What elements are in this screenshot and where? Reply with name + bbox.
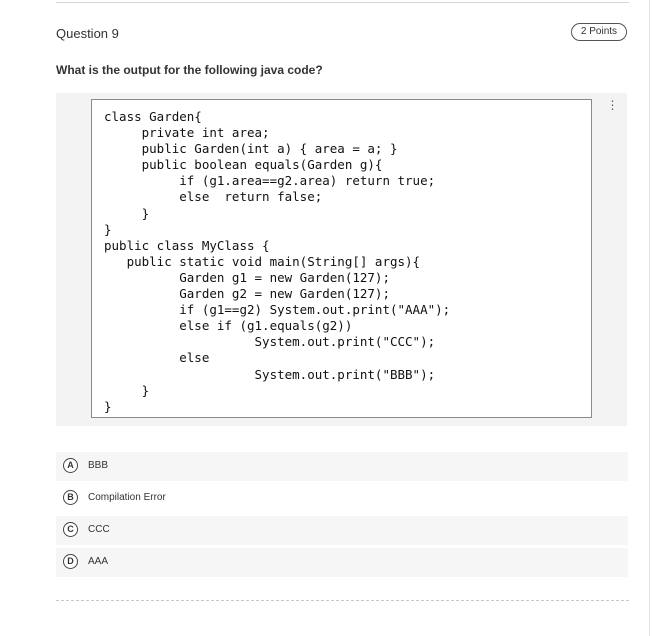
ellipsis-vertical-icon[interactable]: ⋮ [606,98,618,112]
question-title: Question 9 [56,26,119,41]
option-d[interactable] [56,548,628,577]
option-c-letter: C [63,522,78,537]
option-d-letter: D [63,554,78,569]
option-b[interactable] [56,484,628,513]
option-b-letter: B [63,490,78,505]
code-snippet [91,99,592,418]
option-b-label: Compilation Error [88,492,166,503]
points-badge: 2 Points [571,23,627,41]
option-a-letter: A [63,458,78,473]
option-c[interactable] [56,516,628,545]
code-text: class Garden{ private int area; public Garden(int a) { area = a; } public boolean equals(Garden g){ if (g1.area==g2.area) return true; else return false; } } public class MyClass { public static void main(String[] args){ Garden g1 = new Garden(127); Garden g2 = new Garden(127); if (g1==g2) System.out.print("AAA"); else if (g1.equals(g2)) System.out.print("CCC"); else System.out.print("BBB"); } } [104,109,451,414]
bottom-divider [56,600,629,601]
option-d-label: AAA [88,556,109,567]
option-a-label: BBB [88,460,109,471]
option-c-label: CCC [88,524,110,535]
option-a[interactable] [56,452,628,481]
right-divider [649,0,650,636]
top-divider [56,2,629,3]
question-text: What is the output for the following java code? [56,63,323,77]
